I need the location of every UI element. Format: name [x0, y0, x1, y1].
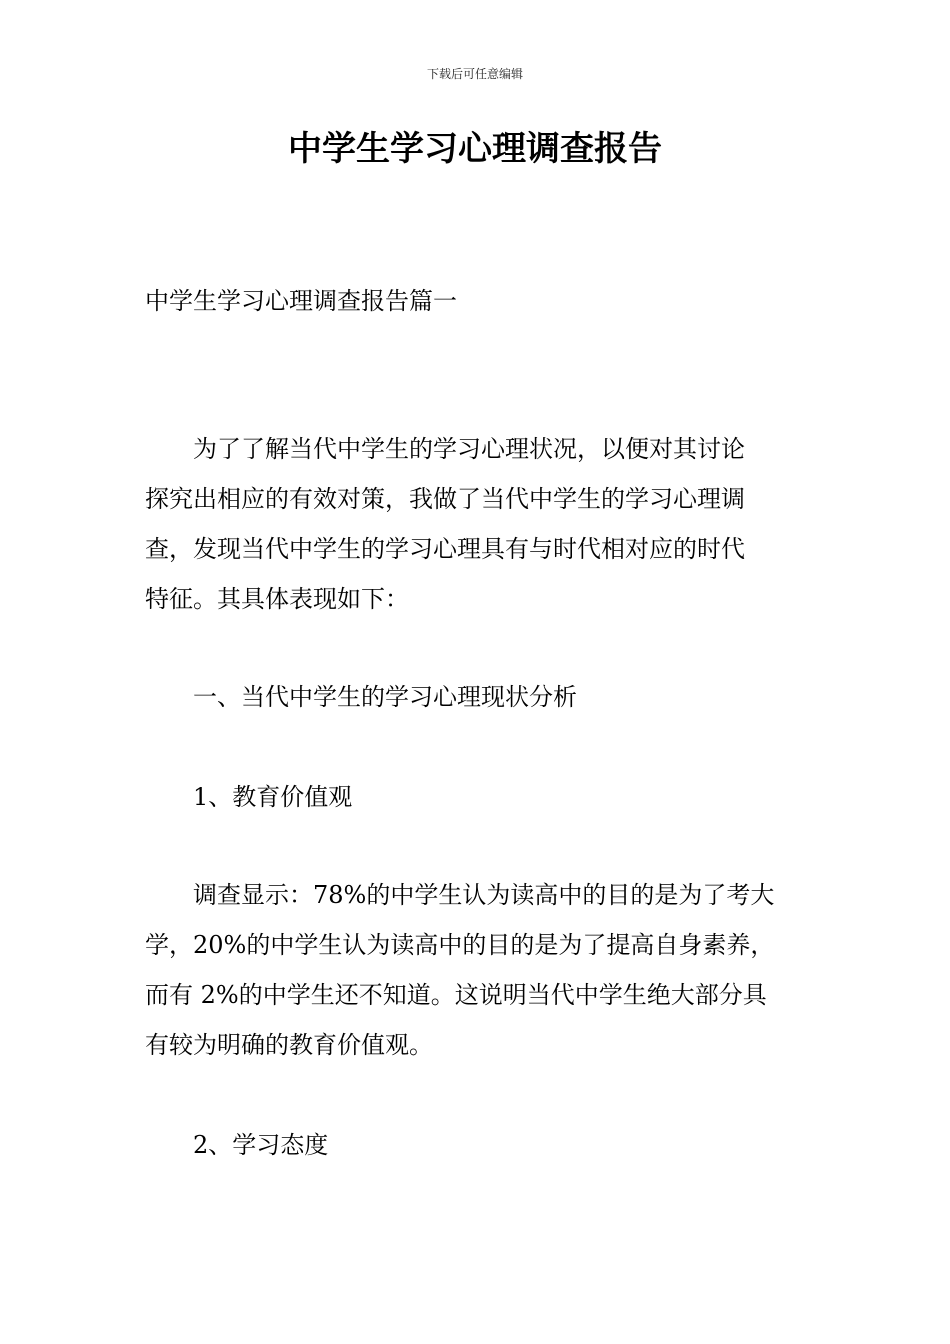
paragraph-line: 为了了解当代中学生的学习心理状况，以便对其讨论 — [145, 435, 745, 463]
section-heading: 中学生学习心理调查报告篇一 — [145, 287, 457, 315]
item-1-heading: 1、教育价值观 — [145, 783, 353, 811]
paragraph-line: 特征。其具体表现如下： — [145, 585, 409, 613]
page-header-note: 下载后可任意编辑 — [426, 67, 523, 81]
paragraph-line: 探究出相应的有效对策，我做了当代中学生的学习心理调 — [145, 485, 745, 513]
paragraph-line: 学，20%的中学生认为读高中的目的是为了提高自身素养， — [145, 931, 775, 959]
item-1-paragraph — [145, 870, 810, 1070]
intro-paragraph — [145, 424, 810, 624]
paragraph-line: 而有 2%的中学生还不知道。这说明当代中学生绝大部分具 — [145, 981, 767, 1009]
subheading-analysis: 一、当代中学生的学习心理现状分析 — [145, 683, 577, 711]
paragraph-line: 查，发现当代中学生的学习心理具有与时代相对应的时代 — [145, 535, 745, 563]
paragraph-line: 有较为明确的教育价值观。 — [145, 1031, 433, 1059]
paragraph-line: 调查显示：78%的中学生认为读高中的目的是为了考大 — [145, 881, 775, 909]
item-2-heading: 2、学习态度 — [145, 1131, 329, 1159]
document-title: 中学生学习心理调查报告 — [288, 129, 662, 169]
